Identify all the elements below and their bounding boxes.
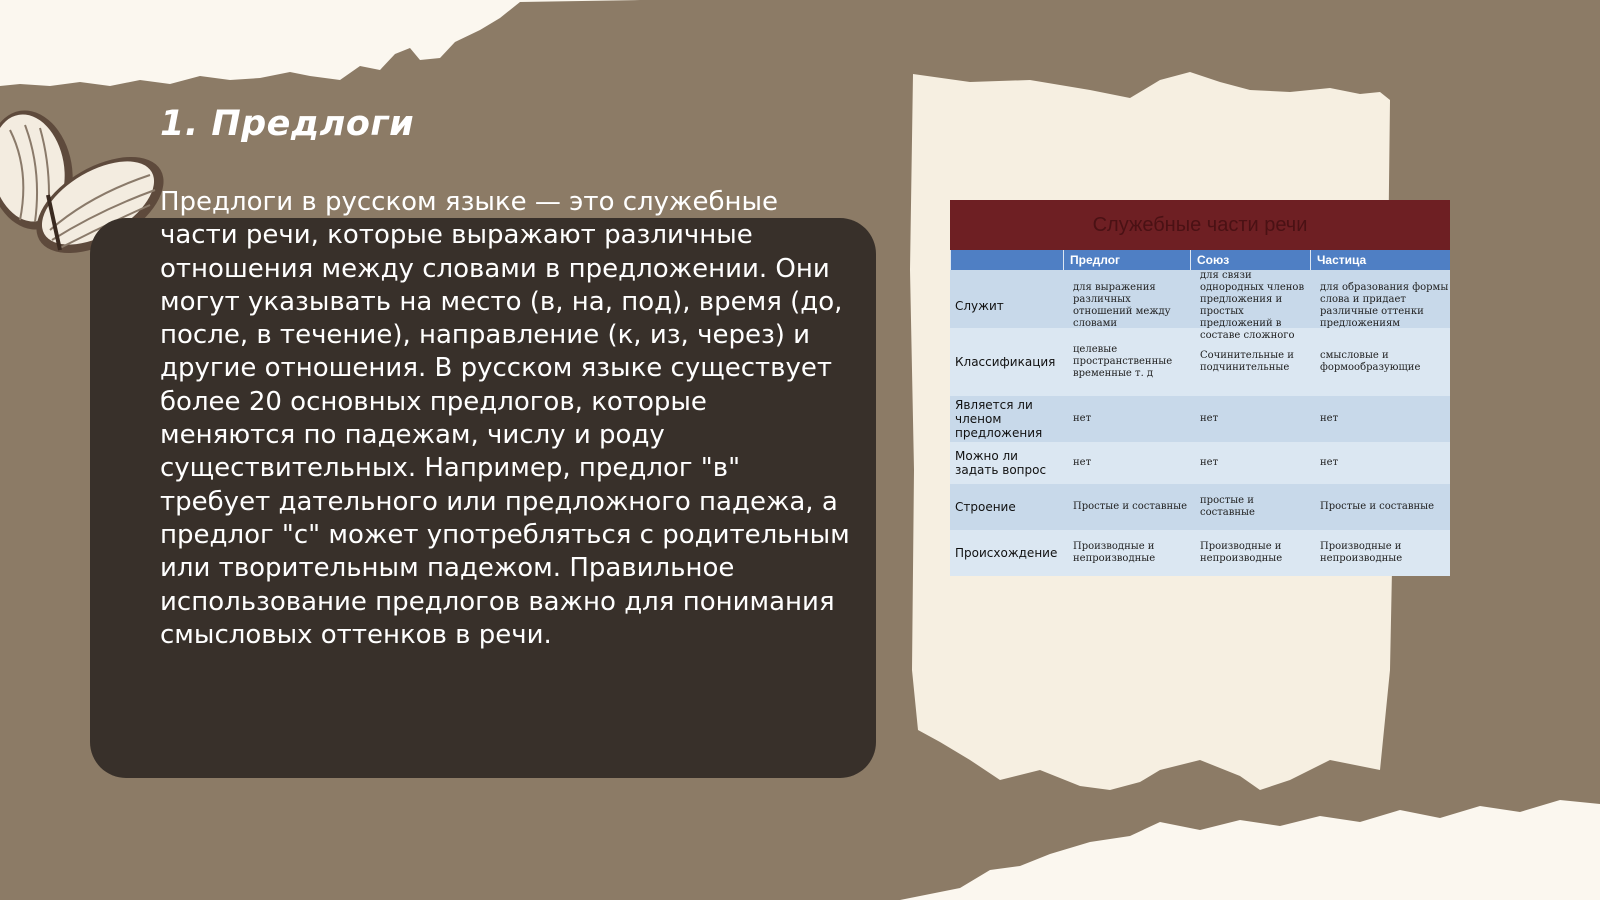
table-row (950, 396, 1450, 442)
table-cell: нет (1073, 413, 1092, 424)
parts-of-speech-table (950, 200, 1450, 576)
table-cell: нет (1320, 457, 1339, 468)
table-header-cell (950, 250, 1063, 270)
table-cell: нет (1200, 413, 1219, 424)
slide-title: 1. Предлоги (160, 104, 415, 144)
table-header-cell: Частица (1310, 250, 1450, 270)
row-label: Можно ли задать вопрос (955, 449, 1047, 477)
table-cell: нет (1320, 413, 1339, 424)
table-cell: для образования формы слова и придает различные оттенки предложениям (1320, 282, 1449, 329)
table-row (950, 270, 1450, 341)
table-cell: Производные и непроизводные (1320, 541, 1403, 564)
row-label: Служит (955, 299, 1004, 313)
table-cell: для связи однородных членов предложения и простых предложений в составе сложного (1200, 270, 1305, 341)
table-row (950, 442, 1450, 484)
table-cell: для выражения различных отношений между словами (1073, 282, 1171, 329)
row-label: Строение (955, 500, 1016, 514)
table-header-cell: Союз (1190, 250, 1310, 270)
table-row (950, 484, 1450, 530)
table-header-row (950, 250, 1450, 270)
row-label: Происхождение (955, 546, 1058, 560)
table-row (950, 530, 1450, 576)
table-cell: нет (1073, 457, 1092, 468)
table-header-cell: Предлог (1063, 250, 1190, 270)
body-text: Предлоги в русском языке — это служебные части речи, которые выражают различные отношения между словами в предложении. Они могут указывать на место (в, на, под), время (до, после, в течение), направление (к, из, через) и другие отношения. В русском языке существует более 20 основных предлогов, которые меняются по падежам, числу и роду существительных. Например, предлог "в" требует дательного или предложного падежа, а предлог "с" может употребляться с родительным или творительным падежом. Правильное использование предлогов важно для понимания смысловых оттенков в речи. (160, 187, 850, 650)
table-cell: Сочинительные и подчинительные (1200, 350, 1294, 373)
table-cell: смысловые и формообразующие (1320, 350, 1421, 373)
table-title: Служебные части речи (950, 200, 1450, 250)
table-cell: целевые пространственные временные т. д (1073, 344, 1173, 379)
table-cell: простые и составные (1200, 495, 1255, 518)
table-cell: Производные и непроизводные (1073, 541, 1156, 564)
row-label: Является ли членом предложения (955, 398, 1043, 440)
table-cell: нет (1200, 457, 1219, 468)
table-cell: Простые и составные (1320, 501, 1435, 512)
row-label: Классификация (955, 355, 1056, 369)
table-cell: Производные и непроизводные (1200, 541, 1283, 564)
table-cell: Простые и составные (1073, 501, 1188, 512)
